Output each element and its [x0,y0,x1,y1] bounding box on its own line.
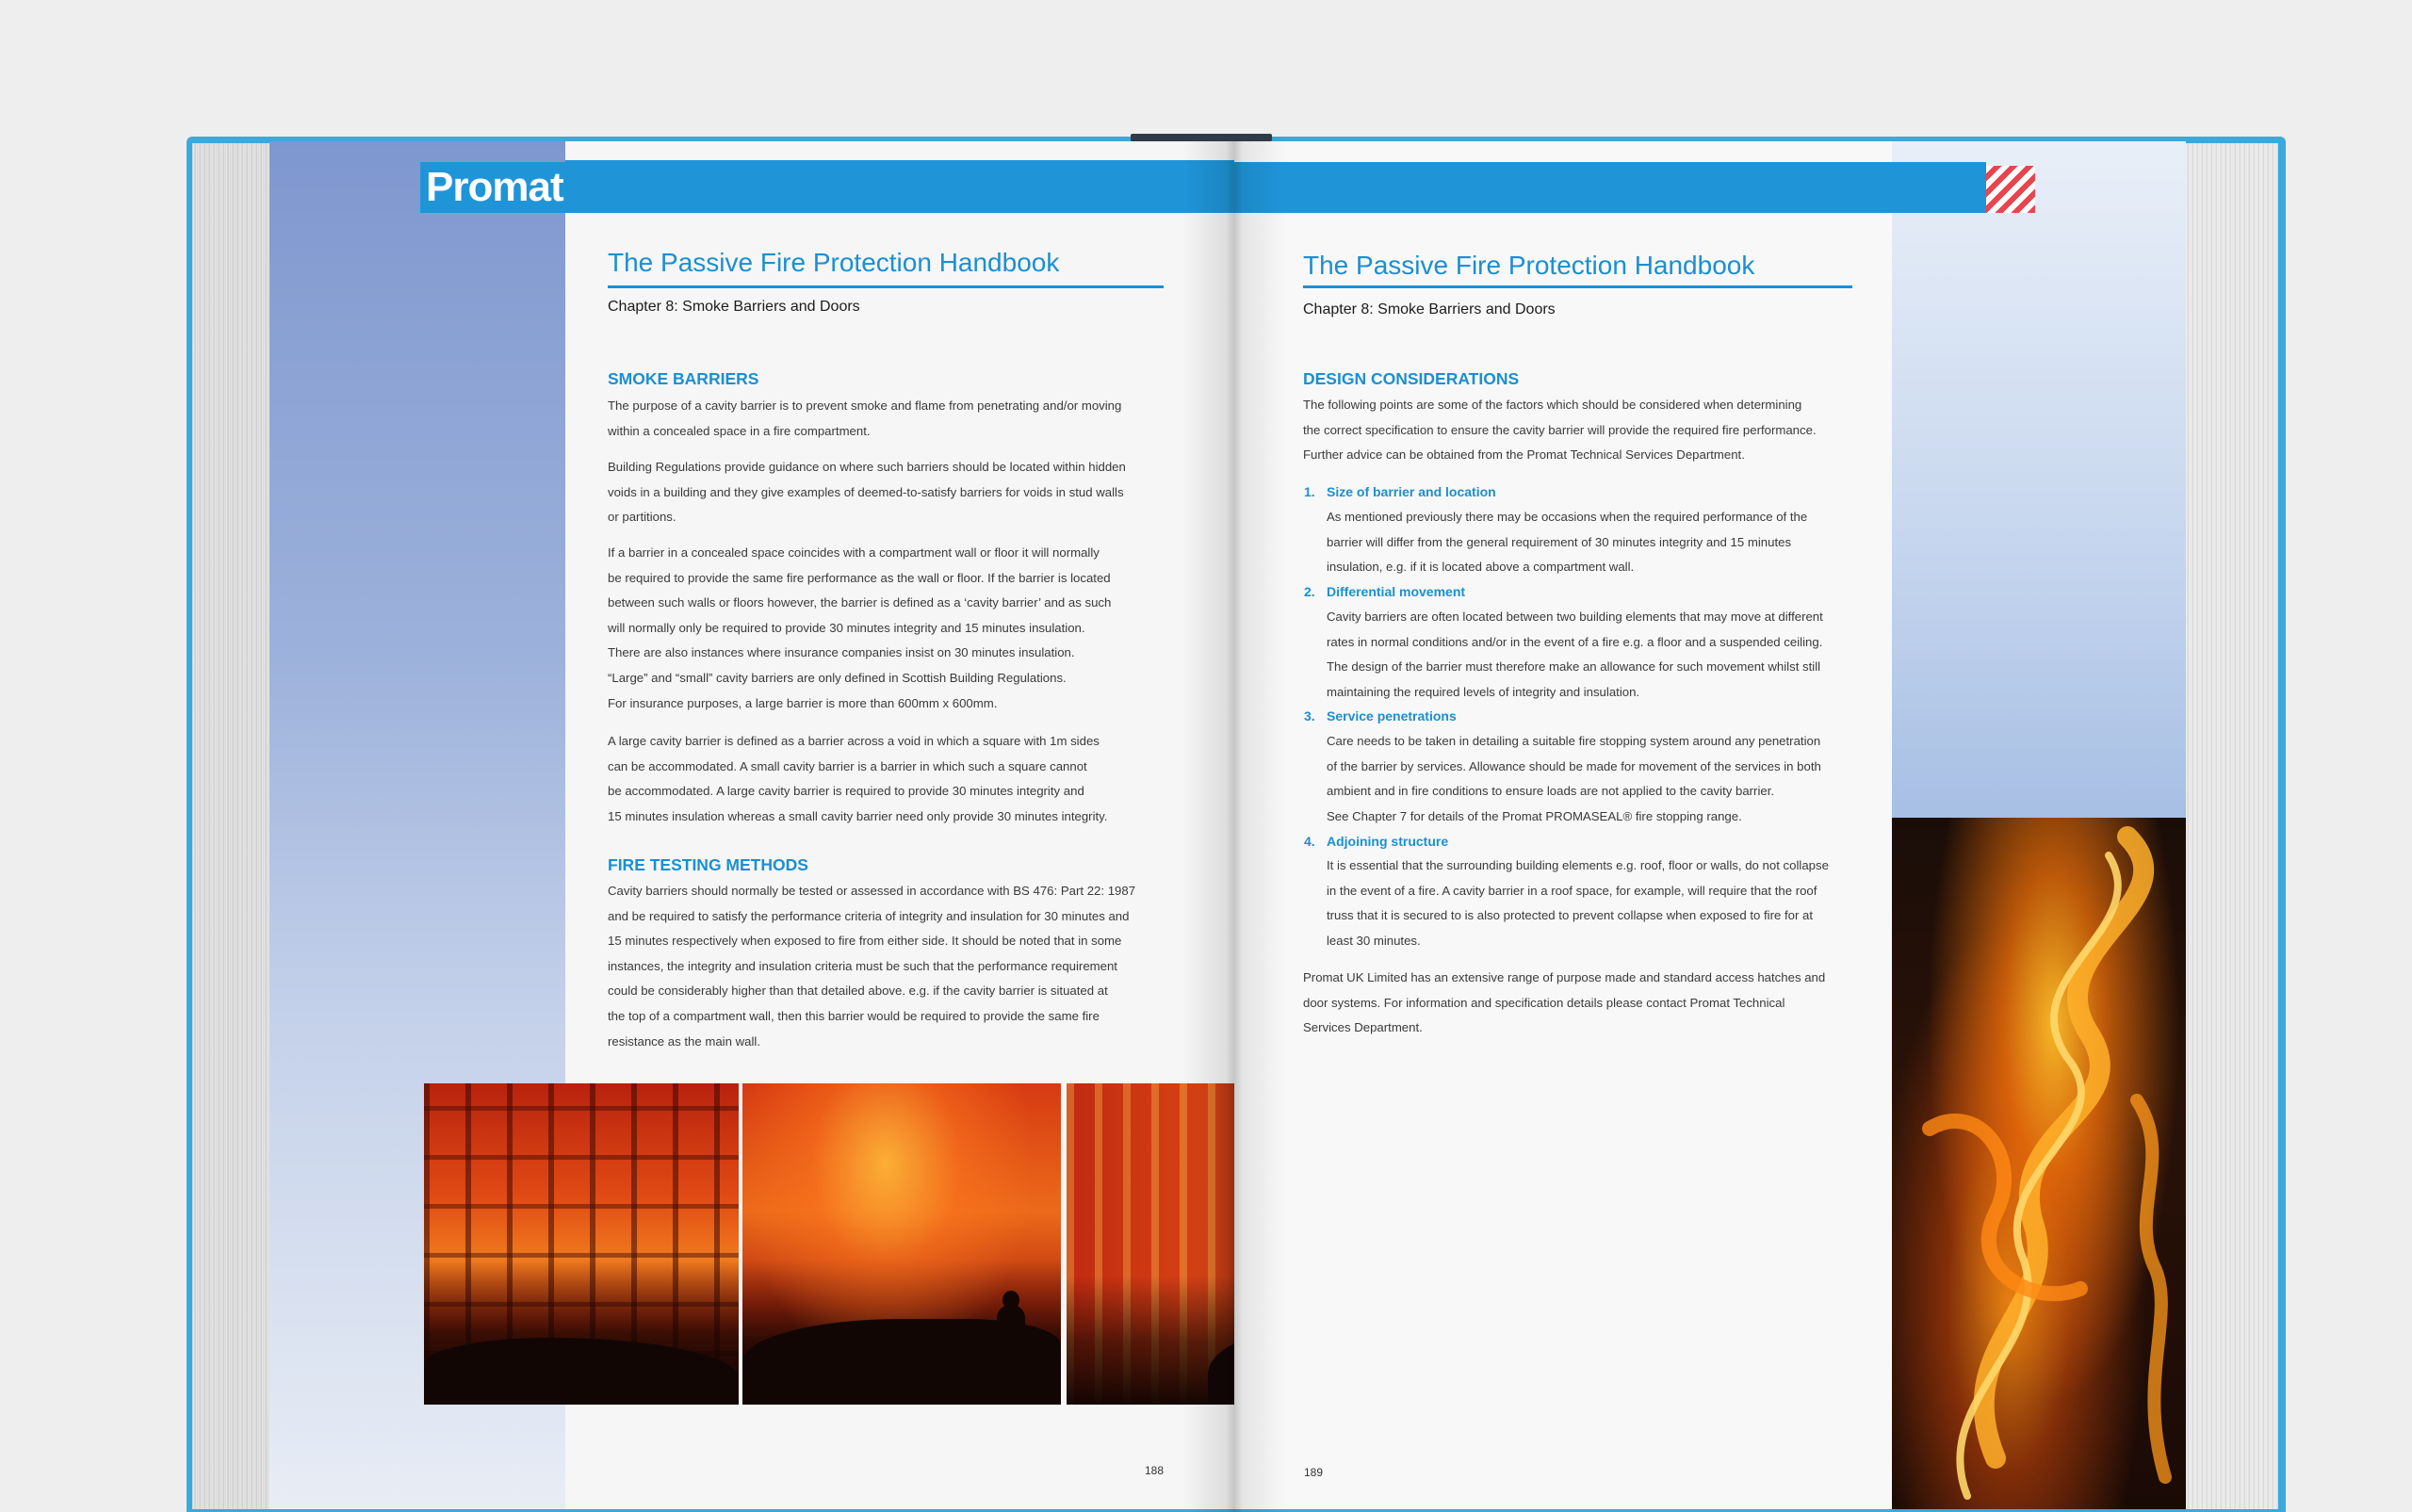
blue-gradient-sidebar [1892,141,2186,820]
list-number: 4. [1304,834,1315,849]
paragraph: Building Regulations provide guidance on where such barriers should be located within hidden voids in a building and they give examples of deemed-to-satisfy barriers for voids in stud walls or partitions. [608,460,1126,525]
list-item-title: Differential movement [1327,584,1466,599]
chapter-label: Chapter 8: Smoke Barriers and Doors [1303,301,1556,317]
page-number: 189 [1304,1466,1324,1479]
list-item-body: Cavity barriers are often located between two building elements that may move at different rates in normal conditions and/or in the event of a fire e.g. a floor and a suspended ceiling. The design of the barrier must therefore make an allowance for such movement whilst still maintaining the required levels of integrity and insulation. [1327,610,1823,699]
closing-paragraph: Promat UK Limited has an extensive range of purpose made and standard access hatches and door systems. For information and specification details please contact Promat Technical Services Department. [1303,970,1826,1035]
paragraph: The purpose of a cavity barrier is to prevent smoke and flame from penetrating and/or moving within a concealed space in a fire compartment. [608,398,1122,438]
right-page [1234,141,2186,1509]
section-heading: SMOKE BARRIERS [608,369,759,388]
title-rule [1303,285,1852,288]
list-item-title: Adjoining structure [1327,834,1449,849]
intro-paragraph: The following points are some of the factors which should be considered when determining the correct specification to ensure the cavity barrier will provide the required fire performance. Further advice can be obtained from the Promat Technical Services Department. [1303,398,1817,463]
page-title: The Passive Fire Protection Handbook [1303,251,1755,280]
page-number: 188 [1145,1464,1165,1477]
page-title: The Passive Fire Protection Handbook [608,248,1060,277]
paragraph: Cavity barriers should normally be tested or assessed in accordance with BS 476: Part 22: 1987 and be required to satisfy the performance criteria of integrity and insulation for 30 minutes and 15 minutes respectively when exposed to fire from either side. It should be noted that in some instances, the integrity and insulation criteria must be such that the performance requirement could be considerably higher than that detailed above. e.g. if the cavity barrier is situated at the top of a compartment wall, then this barrier would be required to provide the same fire resistance as the main wall. [608,884,1136,1049]
paragraph: A large cavity barrier is defined as a barrier across a void in which a square with 1m sides can be accommodated. A small cavity barrier is a barrier in which such a square cannot be accommodated. A large cavity barrier is required to provide 30 minutes integrity and 15 minutes insulation whereas a small cavity barrier need only provide 30 minutes integrity. [608,734,1108,823]
list-number: 3. [1304,708,1315,723]
flame-photo [1892,818,2186,1509]
list-number: 1. [1304,484,1315,499]
section-heading: DESIGN CONSIDERATIONS [1303,369,1520,388]
promat-logo: Promat [420,162,565,213]
right-page-edges [2180,143,2278,1509]
list-item-body: Care needs to be taken in detailing a suitable fire stopping system around any penetration of the barrier by services. Allowance should be made for movement of the services in both ambient and in fire conditions to ensure loads are not applied to the cavity barrier. See Chapter 7 for details of the Promat PROMASEAL® fire stopping range. [1327,734,1821,823]
list-item-body: As mentioned previously there may be occasions when the required performance of the barrier will differ from the general requirement of 30 minutes integrity and 15 minutes insulation, e.g. if it is located above a compartment wall. [1327,510,1808,575]
left-page-edges [192,143,275,1509]
fire-photo-building [424,1083,739,1405]
header-bar [1234,162,1986,213]
section-heading: FIRE TESTING METHODS [608,855,808,874]
chapter-label: Chapter 8: Smoke Barriers and Doors [608,299,860,315]
hazard-stripes-icon [1986,166,2035,213]
left-page [269,141,1234,1509]
fire-photo-firefighter [742,1083,1061,1405]
header-bar [565,160,1234,213]
title-rule [608,285,1164,288]
list-number: 2. [1304,584,1315,599]
list-item-body: It is essential that the surrounding building elements e.g. roof, floor or walls, do not collapse in the event of a fire. A cavity barrier in a roof space, for example, will require that the roof truss that it is secured to is also protected to prevent collapse when exposed to fire for at least 30 minutes. [1327,858,1829,948]
book-spine-top [1131,134,1272,141]
list-item-title: Size of barrier and location [1327,484,1496,499]
spine-shadow [1182,137,1286,1512]
paragraph: If a barrier in a concealed space coincides with a compartment wall or floor it will normally be required to provide the same fire performance as the wall or floor. If the barrier is located between such walls or floors however, the barrier is defined as a ‘cavity barrier’ and as such will normally only be required to provide 30 minutes integrity and 15 minutes insulation. There are also instances where insurance companies insist on 30 minutes insulation. “Large” and “small” cavity barriers are only defined in Scottish Building Regulations. For insurance purposes, a large barrier is more than 600mm x 600mm. [608,545,1112,710]
list-item-title: Service penetrations [1327,708,1457,723]
